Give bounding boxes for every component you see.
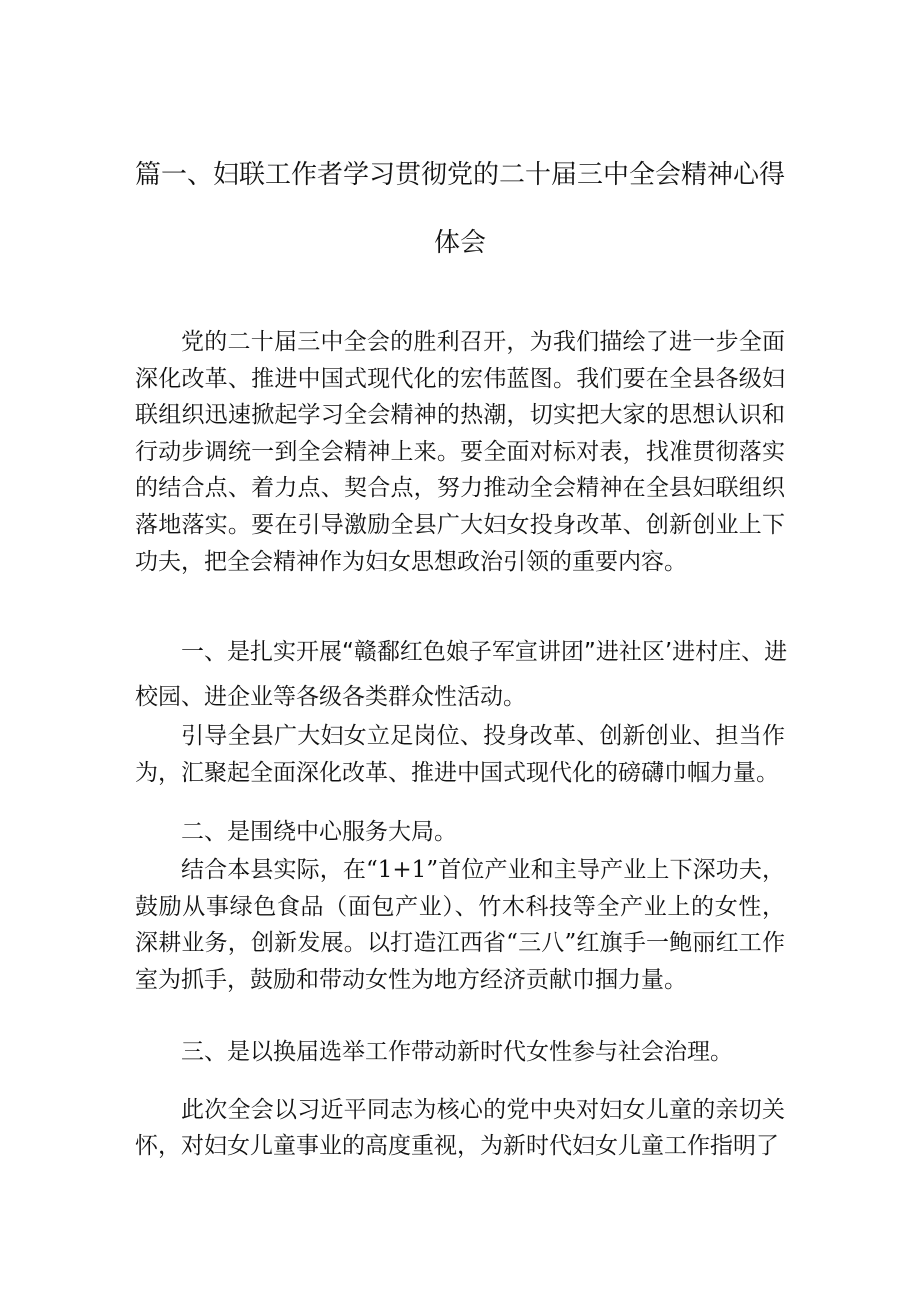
paragraph-section-3: 此次全会以习近平同志为核心的党中央对妇女儿童的亲切关怀，对妇女儿童事业的高度重视，为新时代妇女儿童工作指明了 — [135, 1097, 785, 1159]
paragraph-section-1: 引导全县广大妇女立足岗位、投身改革、创新创业、担当作为，汇聚起全面深化改革、推进中国式现代化的磅礴巾帼力量。 — [135, 723, 785, 786]
section-heading-2: 二、是围绕中心服务大局。 — [181, 819, 457, 845]
paragraph-section-2: 结合本县实际，在“1+1”首位产业和主导产业上下深功夫，鼓励从事绿色食品（面包产业）、竹木科技等全产业上的女性，深耕业务，创新发展。以打造江西省“三八”红旗手一鲍丽红工作室为抓手，鼓励和带动女性为地方经济贡献巾掴力量。 — [135, 857, 785, 993]
document-title-line1: 篇一、妇联工作者学习贯彻党的二十届三中全会精神心得 — [134, 160, 785, 190]
document-title-line2: 体会 — [433, 228, 486, 258]
section-heading-3: 三、是以换届选举工作带动新时代女性参与社会治理。 — [181, 1039, 733, 1065]
paragraph-intro: 党的二十届三中全会的胜利召开，为我们描绘了进一步全面深化改革、推进中国式现代化的宏伟蓝图。我们要在全县各级妇联组织迅速掀起学习全会精神的热潮，切实把大家的思想认识和行动步调统一到全会精神上来。要全面对标对表，找准贯彻落实的结合点、着力点、契合点，努力推动全会精神在全县妇联组织落地落实。要在引导激励全县广大妇女投身改革、创新创业上下功夫，把全会精神作为妇女思想政治引领的重要内容。 — [135, 329, 785, 575]
section-heading-1: 一、是扎实开展“赣鄱红色娘子军宣讲团”进社区’进村庄、进校园、进企业等各级各类群众性活动。 — [135, 639, 788, 710]
